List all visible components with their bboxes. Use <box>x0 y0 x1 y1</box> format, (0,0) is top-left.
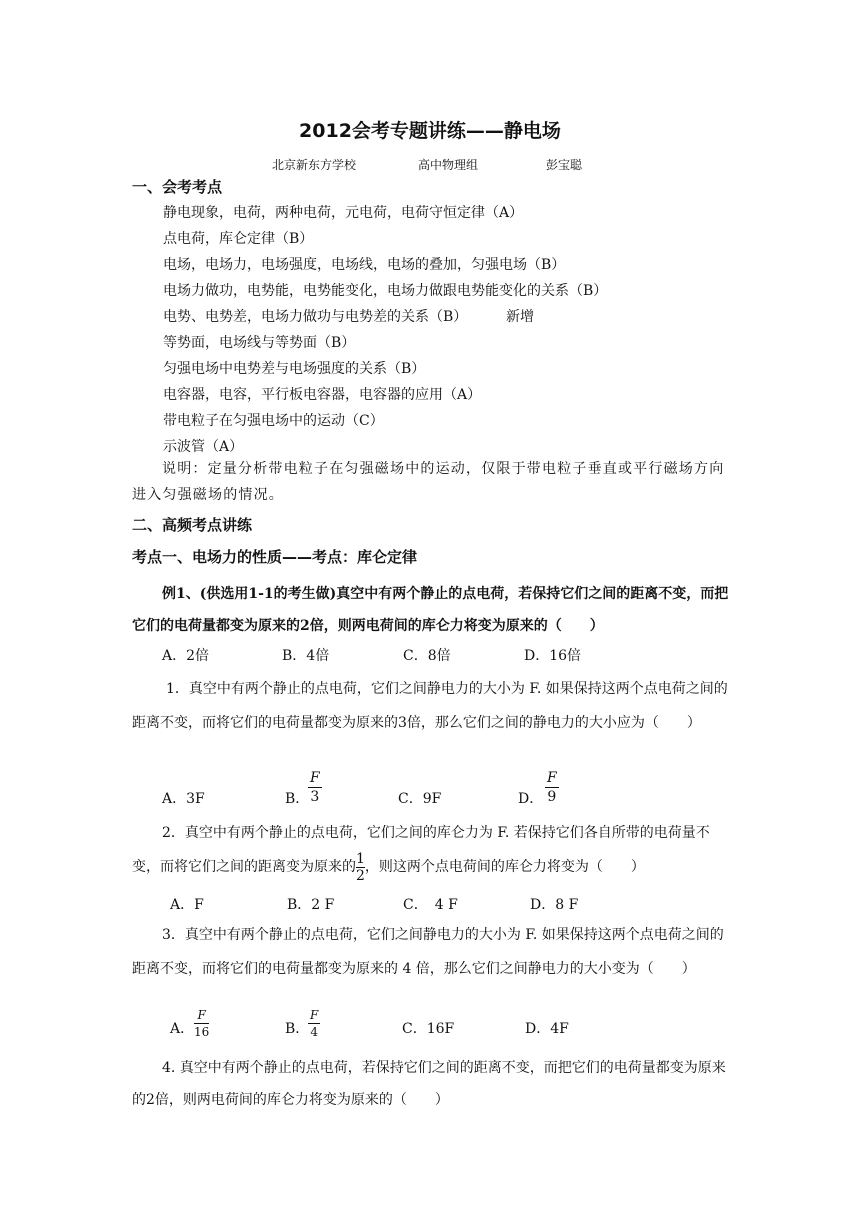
fraction-denominator: 9 <box>547 789 557 805</box>
author-name: 彭宝聪 <box>546 158 583 172</box>
q1-option-d-fraction <box>545 770 559 805</box>
question-2-text-end: ，则这两个点电荷间的库仑力将变为（ ） <box>364 859 645 875</box>
syllabus-item: 匀强电场中电势差与电场强度的关系（B） <box>163 361 426 377</box>
q1-option-d-label: D． <box>518 791 544 807</box>
fraction-denominator: 16 <box>194 1025 210 1039</box>
q3-option-b-label: B． <box>285 1021 310 1037</box>
fraction-numerator: F <box>197 1008 206 1022</box>
q2-option-d: D．8 F <box>530 897 579 913</box>
syllabus-item: 点电荷，库仑定律（B） <box>163 231 314 247</box>
fraction-denominator: 3 <box>310 789 320 805</box>
fraction-bar <box>308 787 322 788</box>
section2-subheading: 考点一、电场力的性质——考点：库仑定律 <box>132 548 418 566</box>
fraction-bar <box>545 787 559 788</box>
question-2-text: 2．真空中有两个静止的点电荷，它们之间的库仑力为 F. 若保持它们各自所带的电荷量不变，而将它们之间的距离变为原来的 <box>132 825 710 875</box>
example-option-a: A．2倍 <box>162 648 210 664</box>
q2-option-b: B．2 F <box>287 897 335 913</box>
question-1: 1．真空中有两个静止的点电荷，它们之间静电力的大小为 F. 如果保持这两个点电荷之间的距离不变，而将它们的电荷量都变为原来的3倍，那么它们之间的静电力的大小应为（ ） <box>132 681 728 731</box>
q1-option-b-label: B． <box>285 791 310 807</box>
example-1: 例1、(供选用1-1的考生做)真空中有两个静止的点电荷，若保持它们之间的距离不变，而把它们的电荷量都变为原来的2倍，则两电荷间的库仑力将变为原来的（ ） <box>132 586 729 634</box>
author-group: 高中物理组 <box>418 158 479 172</box>
syllabus-item: 带电粒子在匀强电场中的运动（C） <box>163 413 384 429</box>
syllabus-item: 电容器，电容，平行板电容器，电容器的应用（A） <box>163 387 482 403</box>
q2-option-a: A．F <box>170 897 204 913</box>
fraction-bar <box>194 1023 209 1024</box>
fraction-numerator: 1 <box>356 850 365 867</box>
fraction-numerator: F <box>310 770 320 786</box>
new-tag: 新增 <box>506 309 534 325</box>
section1-heading: 一、会考考点 <box>132 178 223 196</box>
syllabus-item: 电场，电场力，电场强度，电场线，电场的叠加，匀强电场（B） <box>163 257 566 273</box>
section2-heading: 二、高频考点讲练 <box>132 516 253 534</box>
q2-option-c: C． 4 F <box>403 897 458 913</box>
q1-option-c: C．9F <box>398 791 442 807</box>
q3-option-a-label: A． <box>170 1021 195 1037</box>
q1-option-a: A．3F <box>162 791 205 807</box>
syllabus-note: 说明：定量分析带电粒子在匀强磁场中的运动，仅限于带电粒子垂直或平行磁场方向进入匀强磁场的情况。 <box>132 461 725 503</box>
q3-option-b-fraction <box>308 1008 320 1039</box>
syllabus-item: 示波管（A） <box>163 439 244 455</box>
fraction-bar <box>308 1023 320 1024</box>
q1-option-b-fraction <box>308 770 322 805</box>
syllabus-item: 等势面，电场线与等势面（B） <box>163 335 356 351</box>
q2-fraction <box>356 851 365 884</box>
fraction-numerator: F <box>547 770 557 786</box>
syllabus-item: 电势、电势差，电场力做功与电势差的关系（B） <box>163 309 468 325</box>
fraction-numerator: F <box>310 1008 319 1022</box>
syllabus-item: 电场力做功，电势能，电势能变化，电场力做跟电势能变化的关系（B） <box>163 283 608 299</box>
question-4: 4. 真空中有两个静止的点电荷，若保持它们之间的距离不变，而把它们的电荷量都变为原来的2倍，则两电荷间的库仑力将变为原来的（ ） <box>132 1060 726 1108</box>
example-option-c: C．8倍 <box>403 648 451 664</box>
example-option-d: D．16倍 <box>524 648 582 664</box>
author-school: 北京新东方学校 <box>272 158 357 172</box>
q3-option-d: D．4F <box>525 1021 569 1037</box>
q3-option-a-fraction <box>194 1008 209 1039</box>
question-3: 3．真空中有两个静止的点电荷，它们之间静电力的大小为 F. 如果保持这两个点电荷之间的距离不变，而将它们的电荷量都变为原来的 4 倍，那么它们之间静电力的大小变为（ ） <box>132 927 724 977</box>
document-title: 2012会考专题讲练——静电场 <box>299 120 561 142</box>
fraction-denominator: 2 <box>356 867 365 884</box>
question-2 <box>132 816 736 884</box>
syllabus-item: 静电现象，电荷，两种电荷，元电荷，电荷守恒定律（A） <box>163 205 524 221</box>
q3-option-c: C．16F <box>402 1021 455 1037</box>
example-option-b: B．4倍 <box>282 648 330 664</box>
fraction-denominator: 4 <box>310 1025 318 1039</box>
